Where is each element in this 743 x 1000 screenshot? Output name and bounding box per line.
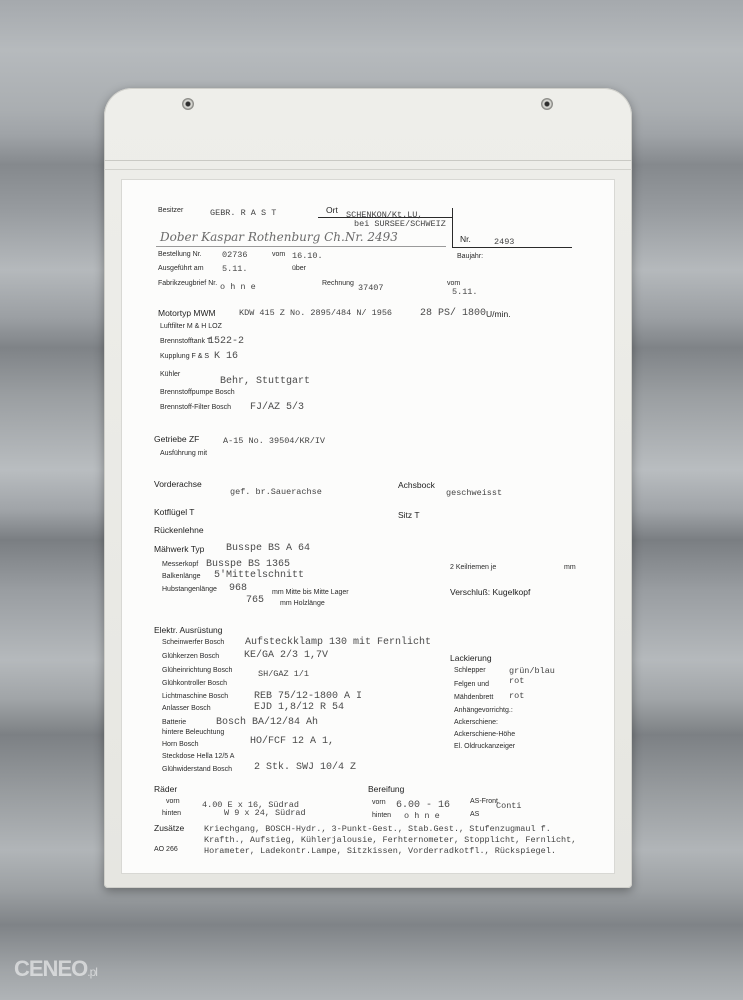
- document-line: KE/GA 2/3 1,7V: [244, 650, 329, 661]
- document-line: FJ/AZ 5/3: [250, 402, 305, 413]
- document-line: SCHENKON/Kt.LU,: [346, 210, 423, 220]
- document-line: Bosch BA/12/84 Ah: [216, 717, 319, 728]
- watermark-suffix: .pl: [87, 965, 97, 979]
- document-line: KDW 415 Z No. 2895/484 N/ 1956: [239, 308, 393, 318]
- document-line: bei SURSEE/SCHWEIZ: [354, 219, 446, 229]
- document-line: Lichtmaschine Bosch: [162, 693, 229, 700]
- document-line: REB 75/12-1800 A I: [254, 691, 363, 702]
- document-line: Mähwerk Typ: [154, 544, 205, 554]
- document-line: 28 PS/ 1800: [420, 308, 487, 319]
- document-line: hinten: [372, 812, 392, 819]
- document-line: Ort: [326, 205, 338, 215]
- document-line: vom: [272, 251, 286, 258]
- document-line: 2493: [494, 237, 515, 247]
- document-line: 6.00 - 16: [396, 800, 451, 811]
- document-line: Batterie: [162, 719, 187, 726]
- document-line: Scheinwerfer Bosch: [162, 639, 225, 646]
- document-line: mm: [564, 564, 576, 571]
- document-line: über: [292, 265, 307, 272]
- document-line: Besitzer: [158, 207, 184, 214]
- header-box-left: [452, 208, 453, 248]
- document-line: mm Holzlänge: [280, 600, 325, 607]
- document-line: Luftfilter M & H LOZ: [160, 323, 222, 330]
- document-line: vorn: [166, 798, 180, 805]
- watermark-brand: CENEO: [14, 956, 88, 981]
- ceneo-watermark: [14, 956, 97, 982]
- document-line: AS-Front: [470, 798, 499, 805]
- document-line: SH/GAZ 1/1: [258, 669, 310, 679]
- sleeve-seam: [104, 160, 632, 170]
- document-line: Ausführung mit: [160, 450, 208, 457]
- document-line: Achsbock: [398, 480, 435, 490]
- document-line: Steckdose Hella 12/5 A: [162, 753, 235, 760]
- document-line: Brennstoffpumpe Bosch: [160, 389, 235, 396]
- document-line: Bestellung Nr.: [158, 251, 202, 258]
- document-line: El. Oldruckanzeiger: [454, 743, 516, 750]
- document-line: Balkenlänge: [162, 573, 201, 580]
- document-line: Zusätze: [154, 823, 185, 833]
- document-line: 5.11.: [222, 264, 248, 274]
- document-line: Mähdenbrett: [454, 694, 494, 701]
- document-line: 765: [246, 595, 265, 606]
- document-line: A-15 No. 39504/KR/IV: [223, 436, 326, 446]
- eyelet-left: [182, 98, 194, 110]
- document-line: 1522-2: [208, 336, 245, 347]
- document-line: hintere Beleuchtung: [162, 729, 225, 736]
- document-line: Vorderachse: [154, 479, 202, 489]
- eyelet-right: [541, 98, 553, 110]
- document-line: Conti: [496, 801, 522, 811]
- document-line: 2 Stk. SWJ 10/4 Z: [254, 762, 357, 773]
- document-line: Räder: [154, 784, 178, 794]
- document-line: Horameter, Ladekontr.Lampe, Sitzkissen, Vorderradkotfl., Rückspiegel.: [204, 846, 556, 856]
- document-line: rot: [509, 676, 525, 686]
- document-line: Brennstofftank T: [160, 338, 212, 345]
- document-line: Getriebe ZF: [154, 434, 200, 444]
- document-line: Kühler: [160, 371, 181, 378]
- document-line: HO/FCF 12 A 1,: [250, 736, 335, 747]
- document-line: hinten: [162, 810, 182, 817]
- document-line: Glüheinrichtung Bosch: [162, 667, 233, 674]
- document-line: Krafth., Aufstieg, Kühlerjalousie, Ferhternometer, Stopplicht, Fernlicht,: [204, 835, 577, 845]
- document-line: Glühkerzen Bosch: [162, 653, 220, 660]
- document-line: W 9 x 24, Südrad: [224, 808, 306, 818]
- document-line: 02736: [222, 250, 248, 260]
- document-line: 4.00 E x 16, Südrad: [202, 800, 299, 810]
- document-line: Anlasser Bosch: [162, 705, 211, 712]
- document-line: Glühkontroller Bosch: [162, 680, 227, 687]
- document-line: gef. br.Sauerachse: [230, 487, 322, 497]
- document-line: Aufsteckklamp 130 mit Fernlicht: [245, 637, 432, 648]
- document-line: 37407: [358, 283, 384, 293]
- document-line: AS: [470, 811, 480, 818]
- document-line: grün/blau: [509, 666, 555, 676]
- document-line: Hubstangenlänge: [162, 586, 217, 593]
- document-line: AO 266: [154, 846, 178, 853]
- document-line: Messerkopf: [162, 561, 199, 568]
- document-line: Sitz T: [398, 510, 420, 520]
- document-line: Kotflügel T: [154, 507, 195, 517]
- document-line: U/min.: [486, 309, 511, 319]
- document-line: Felgen und: [454, 681, 490, 688]
- document-line: mm Mitte bis Mitte Lager: [272, 589, 349, 596]
- document-line: 5'Mittelschnitt: [214, 570, 305, 581]
- document-line: o h n e: [404, 811, 440, 821]
- document-line: Lackierung: [450, 653, 492, 663]
- document-line: EJD 1,8/12 R 54: [254, 702, 345, 713]
- document-line: Busspe BS A 64: [226, 543, 311, 554]
- document-line: Baujahr:: [457, 253, 484, 260]
- document-line: Dober Kaspar Rothenburg Ch.Nr. 2493: [160, 230, 398, 244]
- header-box-bottom: [452, 247, 572, 248]
- document-line: vorn: [372, 799, 386, 806]
- document-line: Horn Bosch: [162, 741, 199, 748]
- document-line: Rückenlehne: [154, 525, 204, 535]
- document-line: Kriechgang, BOSCH-Hydr., 3-Punkt-Gest., Stab.Gest., Stufenzugmaul f.: [204, 824, 551, 834]
- document-line: Elektr. Ausrüstung: [154, 625, 223, 635]
- document-line: rot: [509, 691, 525, 701]
- document-line: K 16: [214, 351, 239, 362]
- document-line: Busspe BS 1365: [206, 559, 291, 570]
- document-line: Kupplung F & S: [160, 353, 210, 360]
- document-line: Schlepper: [454, 667, 486, 674]
- document-line: Ackerschiene:: [454, 719, 498, 726]
- document-line: Motortyp MWM: [158, 308, 216, 318]
- document-line: Bereifung: [368, 784, 405, 794]
- tractor-record-sheet: [122, 180, 614, 873]
- document-line: GEBR. R A S T: [210, 208, 277, 218]
- document-line: 2 Keilriemen je: [450, 564, 497, 571]
- document-line: Verschluß: Kugelkopf: [450, 587, 531, 597]
- document-line: o h n e: [220, 282, 256, 292]
- document-line: Behr, Stuttgart: [220, 376, 311, 387]
- document-line: Ausgeführt am: [158, 265, 204, 272]
- document-line: Ackerschiene-Höhe: [454, 731, 516, 738]
- document-line: Rechnung: [322, 280, 354, 287]
- document-line: 968: [229, 583, 248, 594]
- document-line: Glühwiderstand Bosch: [162, 766, 233, 773]
- owner-underline: [156, 246, 446, 247]
- document-line: 5.11.: [452, 287, 478, 297]
- document-line: vom: [447, 280, 461, 287]
- document-line: Nr.: [460, 234, 471, 244]
- document-line: 16.10.: [292, 251, 323, 261]
- document-line: Anhängevorrichtg.:: [454, 707, 513, 714]
- document-line: geschweisst: [446, 488, 503, 498]
- document-line: Brennstoff-Filter Bosch: [160, 404, 232, 411]
- document-line: Fabrikzeugbrief Nr.: [158, 280, 218, 287]
